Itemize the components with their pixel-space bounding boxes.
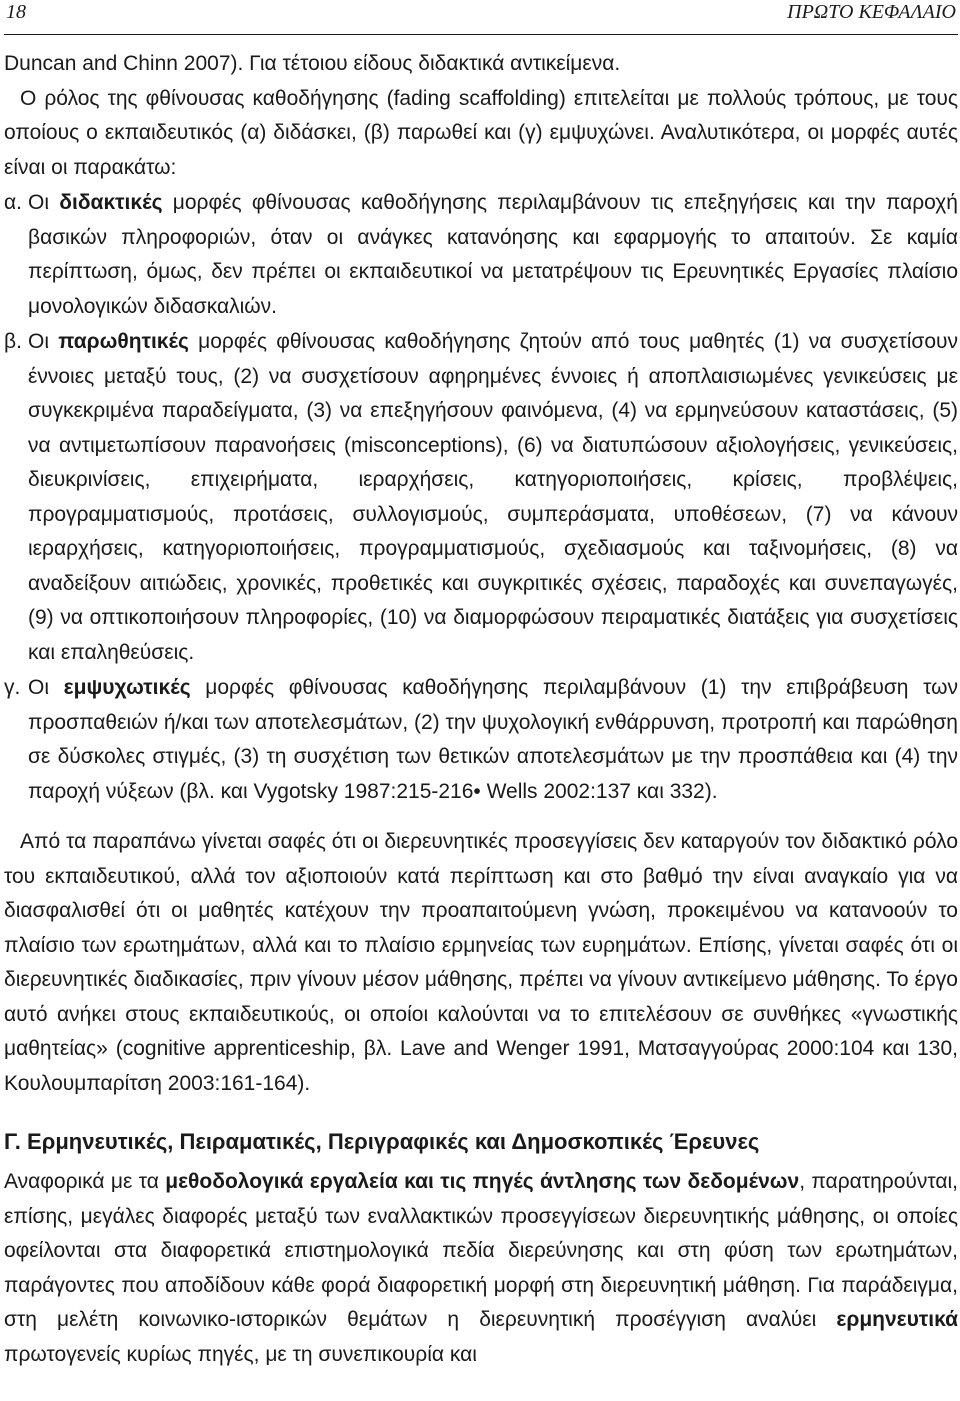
list-item-alpha: α. Οι διδακτικές μορφές φθίνουσας καθοδήγησης περιλαμβάνουν τις επεξηγήσεις και την παροχή βασικών πληροφοριών, όταν οι ανάγκες κατανόησης και εφαρμογής το απαιτούν. Σε καμία περίπτωση, όμως, δεν πρέπει οι εκπαιδευτικοί να μετατρέψουν τις Ερευνητικές Εργασίες πλαίσιο μονολογικών διδασκαλιών. <box>4 186 958 324</box>
intro-paragraph: Ο ρόλος της φθίνουσας καθοδήγησης (fading scaffolding) επιτελείται με πολλούς τρόπους, με τους οποίους ο εκπαιδευτικός (α) διδάσκει, (β) παρωθεί και (γ) εμψυχώνει. Αναλυτικότερα, οι μορφές αυτές είναι οι παρακάτω: <box>4 86 958 179</box>
page-number: 18 <box>6 1 26 23</box>
emphasis-term: εμψυχωτικές <box>63 676 191 699</box>
emphasis-term: ερμηνευτικά <box>836 1308 958 1331</box>
page-content <box>4 35 958 1372</box>
emphasis-term: διδακτικές <box>59 191 163 214</box>
list-item-gamma: γ. Οι εμψυχωτικές μορφές φθίνουσας καθοδήγησης περιλαμβάνουν (1) την επιβράβευση των προσπαθειών ή/και των αποτελεσμάτων, (2) την ψυχολογική ενθάρρυνση, προτροπή και παρώθηση σε δύσκολες στιγμές, (3) τη συσχέτιση των θετικών αποτελεσμάτων με την προσπάθεια και (4) την παροχή νύξεων (βλ. και Vygotsky 1987:215-216• Wells 2002:137 και 332). <box>4 671 958 809</box>
list-item-beta: β. Οι παρωθητικές μορφές φθίνουσας καθοδήγησης ζητούν από τους μαθητές (1) να συσχετίσουν έννοιες μεταξύ τους, (2) να συσχετίσουν αφηρημένες έννοιες ή αποπλαισιωμένες γενικεύσεις με συγκεκριμένα παραδείγματα, (3) να επεξηγήσουν φαινόμενα, (4) να ερμηνεύσουν καταστάσεις, (5) να αντιμετωπίσουν παρανοήσεις (misconceptions), (6) να διατυπώσουν αξιολογήσεις, γενικεύσεις, διευκρινίσεις, επιχειρήματα, ιεραρχήσεις, κατηγοριοποιήσεις, κρίσεις, προβλέψεις, προγραμματισμούς, προτάσεις, συλλογισμούς, συμπεράσματα, υποθέσεων, (7) να κάνουν ιεραρχήσεις, κατηγοριοποιήσεις, προγραμματισμούς, σχεδιασμούς και ταξινομήσεις, (8) να αναδείξουν αιτιώδεις, χρονικές, προθετικές και συγκριτικές σχέσεις, παραδοχές και συνεπαγωγές, (9) να οπτικοποιήσουν πληροφορίες, (10) να διαμορφώσουν πειραματικές διατάξεις για συσχετίσεις και επαληθεύσεις. <box>4 325 958 670</box>
section-heading: Γ. Ερμηνευτικές, Πειραματικές, Περιγραφικές και Δημοσκοπικές Έρευνες <box>4 1129 760 1154</box>
list-marker: α. <box>4 191 22 214</box>
emphasis-term: μεθοδολογικά εργαλεία και τις πηγές άντλησης των δεδομένων <box>165 1170 800 1193</box>
body-paragraph: Από τα παραπάνω γίνεται σαφές ότι οι διερευνητικές προσεγγίσεις δεν καταργούν τον διδακτικό ρόλο του εκπαιδευτικού, αλλά τον αξιοποιούν κατά περίπτωση και στο βαθμό την είναι αναγκαίο για να διασφαλισθεί ότι οι μαθητές κατέχουν την προαπαιτούμενη γνώση, προκειμένου να κατανοούν το πλαίσιο των ερωτημάτων, αλλά και το πλαίσιο ερμηνείας των ευρημάτων. Επίσης, γίνεται σαφές ότι οι διερευνητικές διαδικασίες, πριν γίνουν μέσον μάθησης, πρέπει να γίνουν αντικείμενο μάθησης. Το έργο αυτό ανήκει στους εκπαιδευτικούς, οι οποίοι καλούνται να το επιτελέσουν σε συνθήκες «γνωστικής μαθητείας» (cognitive apprenticeship, βλ. Lave and Wenger 1991, Ματσαγγούρας 2000:104 και 130, Κουλουμπαρίτση 2003:161-164). <box>4 830 958 1095</box>
section-paragraph: Αναφορικά με τα μεθοδολογικά εργαλεία και τις πηγές άντλησης των δεδομένων, παρατηρούνται, επίσης, μεγάλες διαφορές μεταξύ των εναλλακτικών προσεγγίσεων διερευνητικής μάθησης, οι οποίες οφείλονται στα διαφορετικά επιστημολογικά πεδία διερεύνησης και στη φύση των ερωτημάτων, παράγοντες που αποδίδουν κάθε φορά διαφορετική μορφή στη διερευνητική μάθηση. Για παράδειγμα, στη μελέτη κοινωνικο-ιστορικών θεμάτων η διερευνητική προσέγγιση αναλύει ερμηνευτικά πρωτογενείς κυρίως πηγές, με τη συνεπικουρία και <box>4 1170 959 1366</box>
emphasis-term: παρωθητικές <box>58 330 189 353</box>
list-marker: β. <box>4 330 22 353</box>
chapter-title: ΠΡΩΤΟ ΚΕΦΑΛΑΙΟ <box>787 1 956 23</box>
continued-line: Duncan and Chinn 2007). Για τέτοιου είδους διδακτικά αντικείμενα. <box>4 52 621 75</box>
list-marker: γ. <box>4 676 21 699</box>
running-header <box>4 0 958 35</box>
